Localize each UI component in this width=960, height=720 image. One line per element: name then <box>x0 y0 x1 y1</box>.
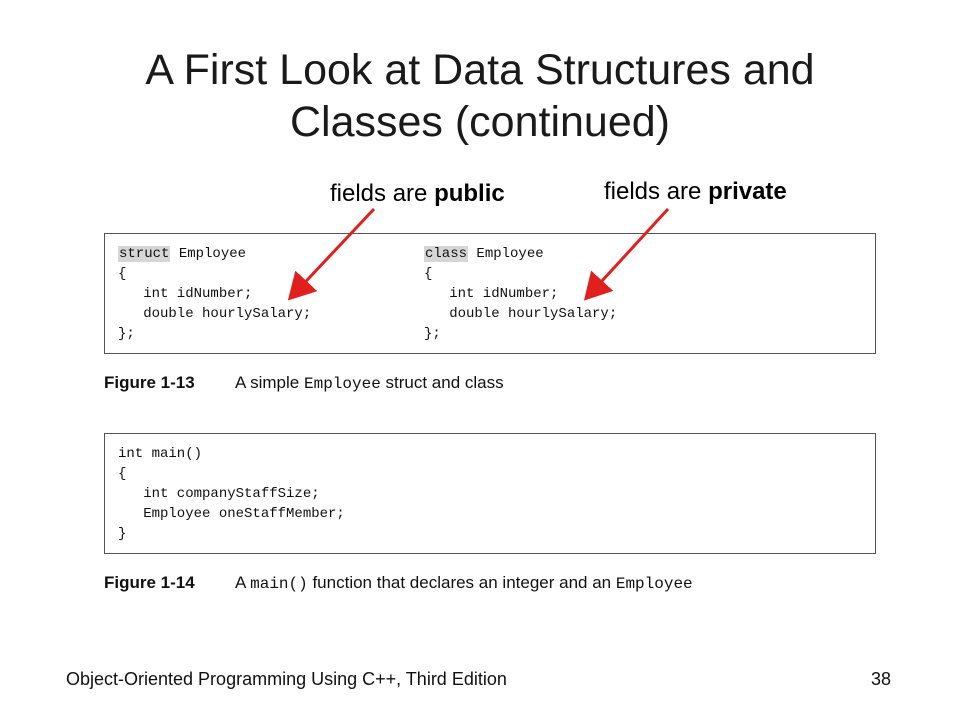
caption-text: A simple <box>235 373 304 392</box>
code-line: int idNumber; <box>118 286 253 302</box>
slide-title <box>60 44 900 148</box>
code-line <box>424 244 617 264</box>
annotation-private-prefix: fields are <box>604 178 709 205</box>
code-line: double hourlySalary; <box>118 306 312 322</box>
code-line <box>118 244 311 264</box>
caption-text: A <box>235 573 251 592</box>
caption-text: struct and class <box>380 373 504 392</box>
code-line: int main() <box>118 446 203 462</box>
caption-text: function that declares an integer and an <box>307 573 616 592</box>
code-line: } <box>118 526 127 542</box>
annotation-fields-public <box>330 180 505 208</box>
main-code-block <box>118 444 345 544</box>
code-line: }; <box>424 326 441 342</box>
class-keyword: class <box>425 246 468 262</box>
figure-label: Figure 1-13 <box>104 373 195 392</box>
figure-1-14-code-box <box>104 433 876 554</box>
footer-book-title: Object-Oriented Programming Using C++, Third Edition <box>66 669 507 689</box>
code-line: int idNumber; <box>424 286 559 302</box>
annotation-private-emphasis: private <box>708 178 787 205</box>
caption-code-term: Employee <box>303 375 381 393</box>
figure-1-13-caption <box>104 372 504 395</box>
figure-1-13-code-box <box>104 233 876 354</box>
caption-code-term: Employee <box>615 575 693 593</box>
figure-label: Figure 1-14 <box>104 573 195 592</box>
annotation-public-prefix: fields are <box>330 180 435 207</box>
struct-name: Employee <box>170 246 247 262</box>
slide-title-line-1: A First Look at Data Structures and <box>145 46 815 94</box>
struct-code-block <box>118 244 311 344</box>
annotation-public-emphasis: public <box>434 180 505 207</box>
class-name: Employee <box>468 246 544 262</box>
code-line: { <box>118 466 127 482</box>
annotation-fields-private <box>604 178 787 206</box>
code-line: }; <box>118 326 135 342</box>
code-line: int companyStaffSize; <box>118 486 320 502</box>
code-line: { <box>118 266 127 282</box>
slide-title-line-2: Classes (continued) <box>289 98 670 146</box>
code-line: double hourlySalary; <box>424 306 618 322</box>
footer-page-number: 38 <box>871 669 892 689</box>
code-line: { <box>424 266 433 282</box>
code-line: Employee oneStaffMember; <box>118 506 345 522</box>
caption-code-term: main() <box>250 575 308 593</box>
figure-1-14-caption <box>104 572 693 595</box>
class-code-block <box>424 244 617 344</box>
struct-keyword: struct <box>119 246 170 262</box>
